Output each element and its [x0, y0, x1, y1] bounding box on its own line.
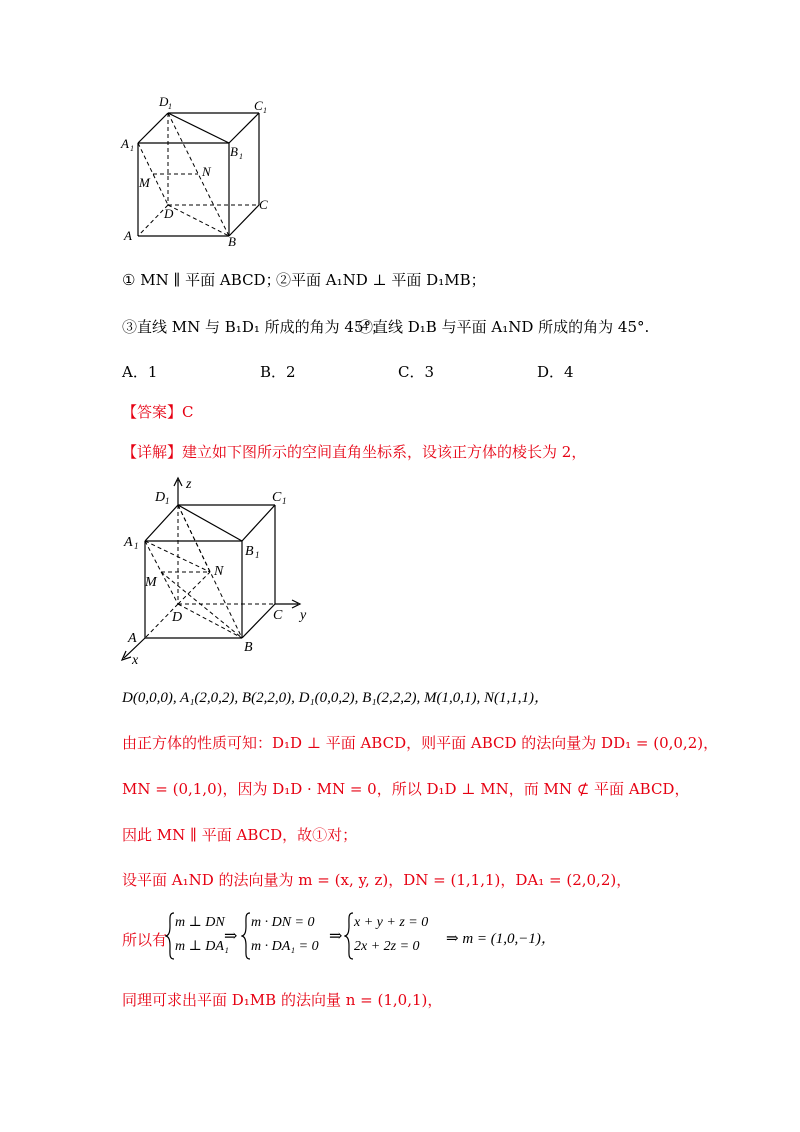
- solution-line-1: 由正方体的性质可知：D₁D ⊥ 平面 ABCD，则平面 ABCD 的法向量为 DD₁ = (0,0,2)，: [122, 734, 719, 752]
- label-b1-sub: 1: [239, 152, 243, 161]
- statement-1: ① MN ∥ 平面 ABCD；: [122, 271, 281, 289]
- detail-text: 建立如下图所示的空间直角坐标系，设该正方体的棱长为 2，: [182, 443, 587, 461]
- option-a: A．1: [122, 363, 158, 381]
- label2-b1: B: [245, 544, 254, 559]
- axis-y-label: y: [300, 608, 307, 623]
- label2-d1-sub: 1: [165, 496, 170, 506]
- solution-line-3: 因此 MN ∥ 平面 ABCD，故①对；: [122, 826, 358, 844]
- solution-line-5-prefix: 所以有: [122, 931, 168, 949]
- label2-d1: D: [155, 490, 166, 505]
- label2-a1-sub: 1: [134, 541, 139, 551]
- label-c1: C: [254, 98, 263, 113]
- label2-c: C: [273, 608, 283, 623]
- label2-a: A: [128, 631, 137, 646]
- system-2-bottom: m · DA₁ = 0: [251, 939, 319, 954]
- system-1-bottom: m ⊥ DA₁: [175, 939, 229, 954]
- left-brace-3: [344, 912, 354, 960]
- system-3-bottom: 2x + 2z = 0: [354, 939, 420, 954]
- label-d: D: [164, 206, 174, 221]
- axis-z-label: z: [186, 477, 192, 492]
- label2-n: N: [214, 564, 224, 579]
- label-a1: A: [121, 136, 129, 151]
- statement-2: ②平面 A₁ND ⊥ 平面 D₁MB；: [276, 271, 486, 289]
- implies-arrow-1: ⇒: [224, 926, 238, 945]
- left-brace-1: [165, 912, 175, 960]
- option-d: D．4: [537, 363, 574, 381]
- cube-figure-1: [118, 92, 278, 252]
- label-c: C: [259, 197, 268, 212]
- implies-arrow-2: ⇒: [329, 926, 343, 945]
- cube-figure-2: [112, 474, 322, 669]
- coords-line: D(0,0,0), A₁(2,0,2), B(2,2,0), D₁(0,0,2), B₁(2,2,2), M(1,0,1), N(1,1,1)，: [122, 690, 549, 706]
- label2-c1: C: [272, 490, 282, 505]
- option-c: C．3: [398, 363, 435, 381]
- label2-b: B: [244, 640, 253, 655]
- system-1-top: m ⊥ DN: [175, 915, 225, 930]
- answer-value: C: [182, 403, 194, 421]
- label-b1: B: [230, 144, 238, 159]
- label-a1-sub: 1: [130, 144, 134, 153]
- label2-a1: A: [124, 535, 133, 550]
- label-m: M: [139, 175, 150, 190]
- label2-d: D: [172, 610, 183, 625]
- label-a: A: [124, 228, 132, 243]
- left-brace-2: [241, 912, 251, 960]
- label2-m: M: [145, 575, 157, 590]
- label2-b1-sub: 1: [255, 550, 260, 560]
- label-c1-sub: 1: [263, 106, 267, 115]
- answer-line: [122, 402, 194, 422]
- detail-line: [122, 442, 586, 462]
- statement-4: ④直线 D₁B 与平面 A₁ND 所成的角为 45°.: [358, 318, 650, 336]
- label2-c1-sub: 1: [282, 496, 287, 506]
- label-d1: D: [159, 94, 169, 109]
- system-result: ⇒ m = (1,0,−1)，: [446, 931, 556, 947]
- label-n: N: [202, 164, 211, 179]
- solution-line-2: MN = (0,1,0)，因为 D₁D · MN = 0，所以 D₁D ⊥ MN，而 MN ⊄ 平面 ABCD，: [122, 780, 690, 798]
- system-2-top: m · DN = 0: [251, 915, 315, 930]
- axis-x-label: x: [132, 653, 139, 668]
- detail-tag: 【详解】: [122, 443, 183, 461]
- solution-line-4: 设平面 A₁ND 的法向量为 m = (x, y, z)，DN = (1,1,1)，DA₁ = (2,0,2)，: [122, 871, 632, 889]
- statement-3: ③直线 MN 与 B₁D₁ 所成的角为 45°；: [122, 318, 386, 336]
- label-d1-sub: 1: [168, 102, 172, 111]
- answer-tag: 【答案】: [122, 403, 183, 421]
- label-b: B: [228, 234, 236, 249]
- option-b: B．2: [260, 363, 296, 381]
- system-3-top: x + y + z = 0: [354, 915, 429, 930]
- solution-line-6: 同理可求出平面 D₁MB 的法向量 n = (1,0,1)，: [122, 991, 443, 1009]
